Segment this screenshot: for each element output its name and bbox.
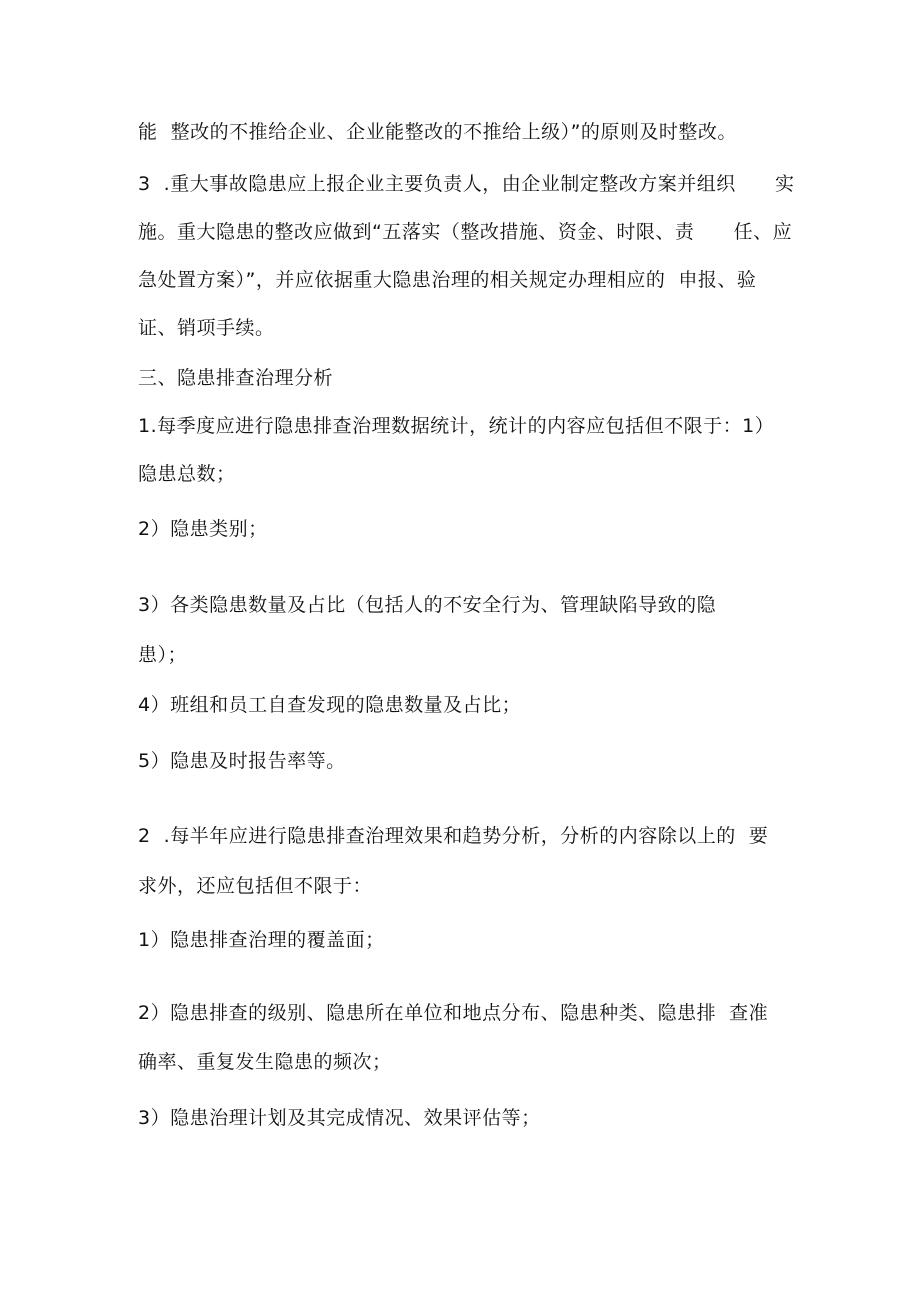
text-line: 2 .每半年应进行隐患排查治理效果和趋势分析，分析的内容除以上的 要 [138, 825, 769, 847]
text-line: 1.每季度应进行隐患排查治理数据统计，统计的内容应包括但不限于：1） [138, 415, 775, 437]
text-line: 3 .重大事故隐患应上报企业主要负责人，由企业制定整改方案并组织 实 [138, 173, 795, 195]
text-line: 证、销项手续。 [138, 317, 275, 339]
text-line: 急处置方案）”，并应依据重大隐患治理的相关规定办理相应的 申报、验 [138, 269, 757, 291]
list-item: 4）班组和员工自查发现的隐患数量及占比； [138, 694, 522, 716]
list-item: 3）各类隐患数量及占比（包括人的不安全行为、管理缺陷导致的隐 [138, 594, 717, 616]
text-line: 求外，还应包括但不限于： [138, 875, 373, 897]
text-line: 隐患总数； [138, 463, 236, 485]
text-line: 患）； [138, 644, 188, 666]
list-item: 3）隐患治理计划及其完成情况、效果评估等； [138, 1107, 541, 1129]
text-line: 施。重大隐患的整改应做到“五落实（整改措施、资金、时限、责 任、应 [138, 221, 793, 243]
list-item: 2）隐患排查的级别、隐患所在单位和地点分布、隐患种类、隐患排 查准 [138, 1002, 769, 1024]
list-item: 5）隐患及时报告率等。 [138, 750, 346, 772]
list-item: 1）隐患排查治理的覆盖面； [138, 929, 385, 951]
text-line: 能 整改的不推给企业、企业能整改的不推给上级）”的原则及时整改。 [138, 121, 737, 143]
text-line: 确率、重复发生隐患的频次； [138, 1051, 392, 1073]
section-heading: 三、隐患排查治理分析 [138, 367, 334, 389]
list-item: 2）隐患类别； [138, 518, 268, 540]
